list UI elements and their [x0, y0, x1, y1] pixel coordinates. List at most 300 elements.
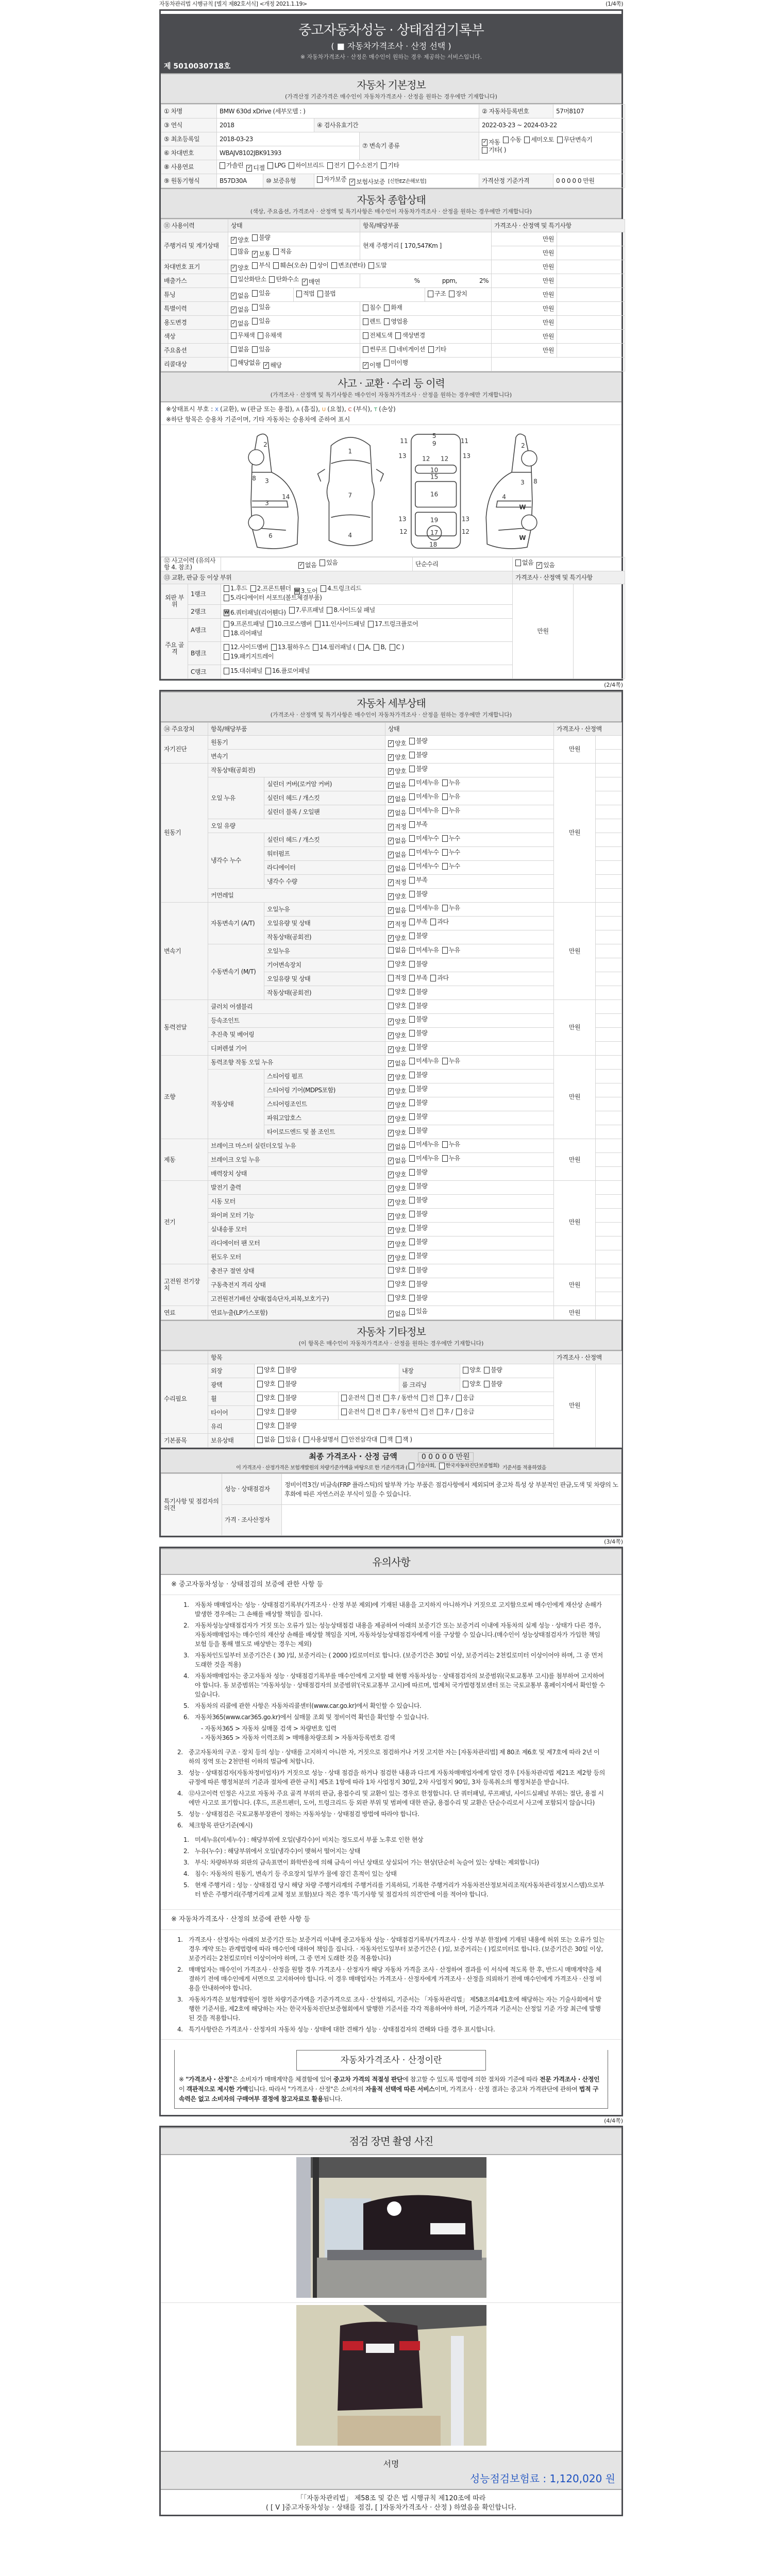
checkbox-option[interactable]: [388, 866, 406, 872]
checkbox-option[interactable]: [278, 1395, 296, 1401]
checkbox-option[interactable]: [409, 1003, 427, 1009]
checkbox-option[interactable]: [388, 1172, 406, 1178]
checkbox-option[interactable]: [298, 562, 316, 569]
checkbox-option[interactable]: [388, 852, 406, 858]
checkbox-option[interactable]: [442, 793, 460, 800]
checkbox-option[interactable]: [257, 1422, 275, 1429]
checkbox-option[interactable]: [388, 989, 406, 995]
checkbox-option[interactable]: [313, 644, 355, 651]
checkbox-option[interactable]: [302, 279, 320, 285]
checkbox-option[interactable]: [442, 849, 460, 856]
checkbox-option[interactable]: [267, 162, 285, 169]
price-note[interactable]: [557, 274, 625, 288]
status-options: [385, 1209, 554, 1223]
checkbox-label: 불량: [416, 1196, 428, 1204]
checkbox-option[interactable]: [263, 362, 281, 369]
checkbox-option[interactable]: [388, 1102, 406, 1109]
checkbox-option[interactable]: [388, 1281, 406, 1287]
checkbox-option[interactable]: [315, 621, 365, 628]
checkbox-option[interactable]: [278, 1436, 300, 1443]
checkbox-option[interactable]: [442, 863, 460, 870]
item-label: 파워고압호스: [264, 1111, 385, 1125]
checkbox-option[interactable]: [409, 1281, 427, 1287]
checkbox-option[interactable]: [409, 738, 427, 744]
price-note[interactable]: [596, 1000, 622, 1014]
checkbox-option[interactable]: [220, 162, 243, 169]
checkbox-option[interactable]: [409, 975, 427, 981]
checkbox-option[interactable]: [388, 1088, 406, 1095]
checkbox-option[interactable]: [482, 147, 506, 154]
checkbox-option[interactable]: [409, 891, 427, 897]
checkbox-option[interactable]: [388, 1130, 406, 1137]
checkbox-option[interactable]: [449, 291, 467, 297]
checkbox-label: 불량: [285, 1394, 297, 1401]
checkbox-option[interactable]: [463, 1367, 481, 1374]
checkbox-option[interactable]: [388, 907, 406, 914]
checkbox-option[interactable]: [390, 644, 404, 651]
checkbox-option[interactable]: [409, 1211, 427, 1217]
price-note[interactable]: [596, 1070, 622, 1083]
item-label: 실린더 헤드 / 개스킷: [264, 833, 385, 847]
price-note[interactable]: [557, 316, 625, 330]
checkbox-option[interactable]: [442, 1155, 460, 1162]
price-note[interactable]: [596, 944, 622, 958]
checkbox-option[interactable]: [437, 1409, 453, 1415]
checkbox-option[interactable]: [257, 1381, 275, 1387]
checkbox-option[interactable]: [317, 291, 335, 297]
checkbox-option[interactable]: [388, 1185, 406, 1192]
status-options: [228, 246, 360, 260]
checkbox-option[interactable]: [358, 644, 371, 651]
checkbox-option[interactable]: [388, 1144, 406, 1150]
checkbox-option[interactable]: [252, 262, 270, 269]
checkbox-checked-icon: ✓: [253, 251, 257, 257]
checkbox-icon: [252, 346, 258, 353]
checkbox-option[interactable]: [409, 1239, 427, 1245]
checkbox-option[interactable]: [363, 332, 392, 339]
row-label: 배출가스: [161, 274, 228, 288]
checkbox-option[interactable]: [515, 560, 533, 566]
checkbox-option[interactable]: [442, 905, 460, 911]
detail-row: [161, 889, 622, 903]
checkbox-option[interactable]: [224, 609, 286, 616]
price-note[interactable]: [596, 1181, 622, 1195]
checkbox-option[interactable]: [231, 237, 249, 244]
checkbox-option[interactable]: [363, 346, 386, 353]
price-note[interactable]: [596, 1097, 622, 1111]
checkbox-option[interactable]: [363, 362, 381, 369]
checkbox-option[interactable]: [388, 961, 406, 968]
checkbox-icon: [437, 1409, 443, 1415]
checkbox-option[interactable]: [409, 1252, 427, 1259]
checkbox-option[interactable]: [388, 824, 406, 831]
checkbox-option[interactable]: [409, 1086, 427, 1092]
checkbox-option[interactable]: [409, 1267, 427, 1274]
checkbox-option[interactable]: [231, 276, 266, 283]
checkbox-option[interactable]: [409, 1113, 427, 1120]
checkbox-option[interactable]: [388, 1295, 406, 1301]
checkbox-option[interactable]: [278, 1422, 296, 1429]
checkbox-option[interactable]: [348, 162, 378, 169]
price-note[interactable]: [596, 1083, 622, 1097]
checkbox-option[interactable]: [524, 137, 553, 143]
checkbox-option[interactable]: [484, 1381, 502, 1387]
price-note[interactable]: [596, 1028, 622, 1042]
checkbox-option[interactable]: [388, 1241, 406, 1248]
checkbox-option[interactable]: [439, 1463, 499, 1469]
checkbox-option[interactable]: [388, 921, 406, 928]
checkbox-option[interactable]: [380, 1436, 393, 1443]
price-note[interactable]: [596, 1364, 622, 1448]
detail-row: [161, 1292, 622, 1306]
checkbox-option[interactable]: [317, 176, 346, 183]
checkbox-option[interactable]: [327, 607, 375, 614]
checkbox-option[interactable]: [388, 1311, 406, 1317]
checkbox-option[interactable]: [442, 779, 460, 786]
checkbox-option[interactable]: [231, 332, 255, 339]
checkbox-option[interactable]: [388, 1255, 406, 1262]
checkbox-option[interactable]: [395, 332, 425, 339]
checkbox-option[interactable]: [267, 621, 312, 628]
checkbox-option[interactable]: [341, 1395, 365, 1401]
price-note[interactable]: [596, 861, 622, 875]
checkbox-option[interactable]: [409, 947, 439, 954]
checkbox-option[interactable]: [409, 863, 439, 870]
section-other-info: [161, 1320, 621, 1351]
checkbox-option[interactable]: [384, 360, 408, 366]
checkbox-option[interactable]: [442, 947, 460, 954]
checkbox-option[interactable]: [224, 644, 268, 651]
checkbox-option[interactable]: [388, 1158, 406, 1164]
checkbox-option[interactable]: [278, 1367, 296, 1374]
checkbox-option[interactable]: [390, 346, 425, 353]
checkbox-option[interactable]: [456, 1409, 474, 1415]
checkbox-option[interactable]: [273, 248, 291, 255]
checkbox-option[interactable]: [231, 360, 260, 366]
checkbox-option[interactable]: [231, 248, 249, 255]
checkbox-option[interactable]: [388, 879, 406, 886]
checkbox-option[interactable]: [321, 585, 361, 592]
price-note[interactable]: [596, 1056, 622, 1070]
checkbox-option[interactable]: [342, 1436, 377, 1443]
checkbox-option[interactable]: [278, 1381, 296, 1387]
checkbox-option[interactable]: [384, 304, 402, 311]
checkbox-checked-icon: ✓: [389, 754, 393, 760]
checkbox-option[interactable]: [224, 595, 322, 601]
legend-note: ※하단 항목은 승용차 기준이며, 기타 자동차는 승용차에 준하여 표시: [166, 416, 350, 423]
checkbox-option[interactable]: [409, 1197, 427, 1204]
price-note[interactable]: [596, 958, 622, 972]
checkbox-option[interactable]: [442, 1141, 460, 1148]
price-note[interactable]: [557, 246, 625, 260]
price-note[interactable]: [596, 750, 622, 764]
checkbox-option[interactable]: [463, 1381, 481, 1387]
price-note[interactable]: [596, 1264, 622, 1278]
status-options: [385, 972, 554, 986]
price-note[interactable]: [596, 1292, 622, 1306]
checkbox-option[interactable]: [368, 262, 386, 269]
checkbox-option[interactable]: [250, 585, 291, 592]
checkbox-option[interactable]: [388, 1019, 406, 1025]
checkbox-option[interactable]: [484, 1367, 502, 1374]
checkbox-option[interactable]: [409, 1127, 427, 1134]
checkbox-option[interactable]: [388, 1227, 406, 1234]
legend-symbol: A: [296, 407, 301, 413]
price-note[interactable]: [557, 288, 625, 302]
checkbox-option[interactable]: [252, 234, 270, 241]
checkbox-option[interactable]: [224, 585, 247, 592]
checkbox-option[interactable]: [428, 346, 446, 353]
checkbox-option[interactable]: [231, 307, 249, 313]
price-note[interactable]: [596, 736, 622, 750]
checkbox-option[interactable]: [252, 346, 270, 353]
checkbox-option[interactable]: [231, 320, 249, 327]
checkbox-option[interactable]: [310, 262, 328, 269]
checkbox-option[interactable]: [409, 1141, 439, 1148]
checkbox-option[interactable]: [409, 1308, 427, 1315]
price-note[interactable]: [596, 903, 622, 917]
checkbox-option[interactable]: [409, 1295, 427, 1301]
checkbox-option[interactable]: [409, 1463, 435, 1469]
checkbox-option[interactable]: [363, 318, 381, 325]
price-note[interactable]: [596, 1195, 622, 1209]
checkbox-option[interactable]: [388, 1046, 406, 1053]
checkbox-option[interactable]: [409, 752, 427, 758]
checkbox-option[interactable]: [363, 304, 381, 311]
checkbox-option[interactable]: [368, 1395, 380, 1401]
checkbox-option[interactable]: [231, 346, 249, 353]
checkbox-option[interactable]: [252, 251, 270, 258]
price-note[interactable]: [557, 330, 625, 344]
checkbox-option[interactable]: [409, 779, 439, 786]
checkbox-option[interactable]: [442, 1058, 460, 1064]
checkbox-option[interactable]: [388, 838, 406, 844]
checkbox-option[interactable]: [482, 139, 500, 146]
checkbox-option[interactable]: [409, 1072, 427, 1078]
inspection-photo-rear[interactable]: [296, 2305, 486, 2446]
price-note[interactable]: [596, 986, 622, 1000]
item-label: 룸 크리닝: [399, 1378, 460, 1392]
checkbox-option[interactable]: [304, 1436, 339, 1443]
checkbox-option[interactable]: [396, 1436, 412, 1443]
checkbox-option[interactable]: [409, 877, 427, 884]
checkbox-option[interactable]: [273, 262, 307, 269]
price-note[interactable]: [596, 1306, 622, 1320]
checkbox-option[interactable]: [388, 782, 406, 789]
checkbox-option[interactable]: [368, 621, 418, 628]
checkbox-option[interactable]: [437, 1395, 453, 1401]
price-note[interactable]: [596, 847, 622, 861]
checkbox-option[interactable]: [430, 919, 448, 925]
checkbox-option[interactable]: [428, 291, 446, 297]
inspection-photo-front[interactable]: [296, 2157, 486, 2298]
checkbox-option[interactable]: [388, 975, 406, 981]
checkbox-icon: [278, 1422, 284, 1429]
checkbox-option[interactable]: [278, 1409, 296, 1415]
checkbox-option[interactable]: [388, 1003, 406, 1009]
checkbox-option[interactable]: [246, 165, 264, 172]
price-note[interactable]: [596, 819, 622, 833]
status-options: [385, 1070, 554, 1083]
price-note[interactable]: [557, 232, 625, 246]
status-options: [385, 1097, 554, 1111]
item-number: 2.: [183, 1848, 189, 1855]
checkbox-option[interactable]: [388, 1060, 406, 1067]
price-note[interactable]: [596, 1125, 622, 1139]
checkbox-option[interactable]: [409, 989, 427, 995]
checkbox-option[interactable]: [388, 935, 406, 942]
checkbox-option[interactable]: [388, 893, 406, 900]
checkbox-option[interactable]: [422, 1395, 434, 1401]
checkbox-option[interactable]: [388, 810, 406, 817]
checkbox-option[interactable]: [294, 588, 318, 595]
checkbox-option[interactable]: [409, 1183, 427, 1190]
price-note[interactable]: [596, 833, 622, 847]
checkbox-option[interactable]: [409, 905, 439, 911]
checkbox-option[interactable]: [252, 318, 270, 325]
checkbox-option[interactable]: [265, 668, 310, 674]
checkbox-option[interactable]: [384, 318, 408, 325]
checkbox-option[interactable]: [409, 807, 439, 814]
price-note[interactable]: [596, 764, 622, 777]
checkbox-option[interactable]: [409, 793, 439, 800]
price-note[interactable]: [596, 1278, 622, 1292]
price-note[interactable]: [596, 1250, 622, 1264]
price-note[interactable]: [596, 1111, 622, 1125]
checkbox-option[interactable]: [368, 1409, 380, 1415]
checkbox-option[interactable]: [442, 835, 460, 842]
checkbox-icon: [409, 1016, 415, 1023]
price-note[interactable]: [596, 917, 622, 930]
price-note[interactable]: [596, 1139, 622, 1153]
checkbox-option[interactable]: [231, 293, 249, 299]
checkbox-option[interactable]: [224, 621, 264, 628]
price-note[interactable]: [596, 805, 622, 819]
checkbox-option[interactable]: [456, 1395, 474, 1401]
checkbox-option[interactable]: [289, 607, 324, 614]
checkbox-option[interactable]: [374, 644, 386, 651]
checkbox-option[interactable]: [269, 276, 298, 283]
checkbox-option[interactable]: [409, 1099, 427, 1106]
price-note[interactable]: [596, 930, 622, 944]
checkbox-option[interactable]: [296, 291, 314, 297]
checkbox-option[interactable]: [503, 137, 521, 143]
checkbox-label: 불량: [416, 988, 428, 995]
checkbox-option[interactable]: [388, 1267, 406, 1274]
checkbox-option[interactable]: [349, 179, 384, 185]
price-note[interactable]: [596, 1209, 622, 1223]
checkbox-option[interactable]: [409, 821, 427, 828]
label: ⑥ 차대번호: [161, 146, 217, 160]
checkbox-option[interactable]: [536, 562, 554, 569]
price-note[interactable]: [596, 1014, 622, 1028]
price-note[interactable]: [596, 1042, 622, 1056]
checkbox-option[interactable]: [388, 1074, 406, 1081]
checkbox-option[interactable]: [409, 1225, 427, 1231]
checkbox-option[interactable]: [422, 1409, 434, 1415]
checkbox-option[interactable]: [388, 947, 406, 954]
checkbox-option[interactable]: [252, 290, 270, 297]
checkbox-option[interactable]: [409, 1058, 439, 1064]
checkbox-option[interactable]: [388, 754, 406, 761]
checkbox-option[interactable]: [388, 768, 406, 775]
checkbox-option[interactable]: [409, 961, 427, 968]
checkbox-option[interactable]: [442, 807, 460, 814]
checkbox-option[interactable]: [388, 796, 406, 803]
checkbox-option[interactable]: [231, 265, 249, 272]
checkbox-option[interactable]: [557, 137, 592, 143]
checkbox-option[interactable]: [409, 933, 427, 939]
checkbox-option[interactable]: [252, 304, 270, 311]
checkbox-option[interactable]: [409, 1044, 427, 1050]
checkbox-checked-icon: ✓: [389, 1158, 393, 1163]
checkbox-option[interactable]: [257, 1367, 275, 1374]
checkbox-option[interactable]: [409, 919, 427, 925]
price-note[interactable]: [596, 875, 622, 889]
price-note[interactable]: [596, 972, 622, 986]
checkbox-option[interactable]: [224, 630, 262, 637]
checkbox-option[interactable]: [224, 653, 274, 660]
checkbox-option[interactable]: [258, 332, 281, 339]
checkbox-option[interactable]: [430, 975, 448, 981]
checkbox-option[interactable]: [331, 262, 365, 269]
price-note[interactable]: [596, 791, 622, 805]
checkbox-option[interactable]: [257, 1409, 275, 1415]
checkbox-option[interactable]: [383, 1409, 418, 1415]
price-note[interactable]: [557, 344, 625, 358]
price-note[interactable]: [557, 302, 625, 316]
checkbox-option[interactable]: [257, 1436, 275, 1443]
price-note[interactable]: [596, 1236, 622, 1250]
item-number: 3.: [183, 1859, 189, 1866]
checkbox-option[interactable]: [388, 740, 406, 747]
checkbox-option[interactable]: [409, 1030, 427, 1037]
part-options: [221, 665, 513, 679]
standard-options: [409, 1465, 502, 1471]
checkbox-option[interactable]: [383, 1395, 418, 1401]
checkbox-option[interactable]: [409, 835, 439, 842]
checkbox-option[interactable]: [388, 1116, 406, 1123]
checkbox-option[interactable]: [409, 1016, 427, 1023]
checkbox-icon: [341, 1395, 347, 1401]
checkbox-option[interactable]: [257, 1395, 275, 1401]
checkbox-option[interactable]: [409, 849, 439, 856]
price-note[interactable]: [574, 584, 625, 679]
checkbox-icon: [409, 975, 415, 981]
checkbox-option[interactable]: [327, 162, 345, 169]
checkbox-option[interactable]: [388, 1199, 406, 1206]
price-note[interactable]: [596, 1223, 622, 1236]
checkbox-label: 양호: [395, 1002, 407, 1009]
checkbox-option[interactable]: [341, 1409, 365, 1415]
price-note[interactable]: [596, 1153, 622, 1167]
checkbox-option[interactable]: [271, 644, 310, 651]
checkbox-option[interactable]: [409, 1169, 427, 1176]
checkbox-option[interactable]: [388, 1032, 406, 1039]
checkbox-option[interactable]: [388, 1213, 406, 1220]
price-note[interactable]: [596, 1167, 622, 1181]
checkbox-icon: [484, 1381, 490, 1387]
checkbox-option[interactable]: [224, 668, 262, 674]
price-note[interactable]: [596, 777, 622, 791]
checkbox-option[interactable]: [409, 1155, 439, 1162]
checkbox-option[interactable]: [409, 766, 427, 772]
checkbox-option[interactable]: [289, 162, 324, 169]
checkbox-option[interactable]: [381, 162, 399, 169]
checkbox-option[interactable]: [320, 560, 338, 566]
price-note[interactable]: [596, 889, 622, 903]
price-note[interactable]: [557, 260, 625, 274]
